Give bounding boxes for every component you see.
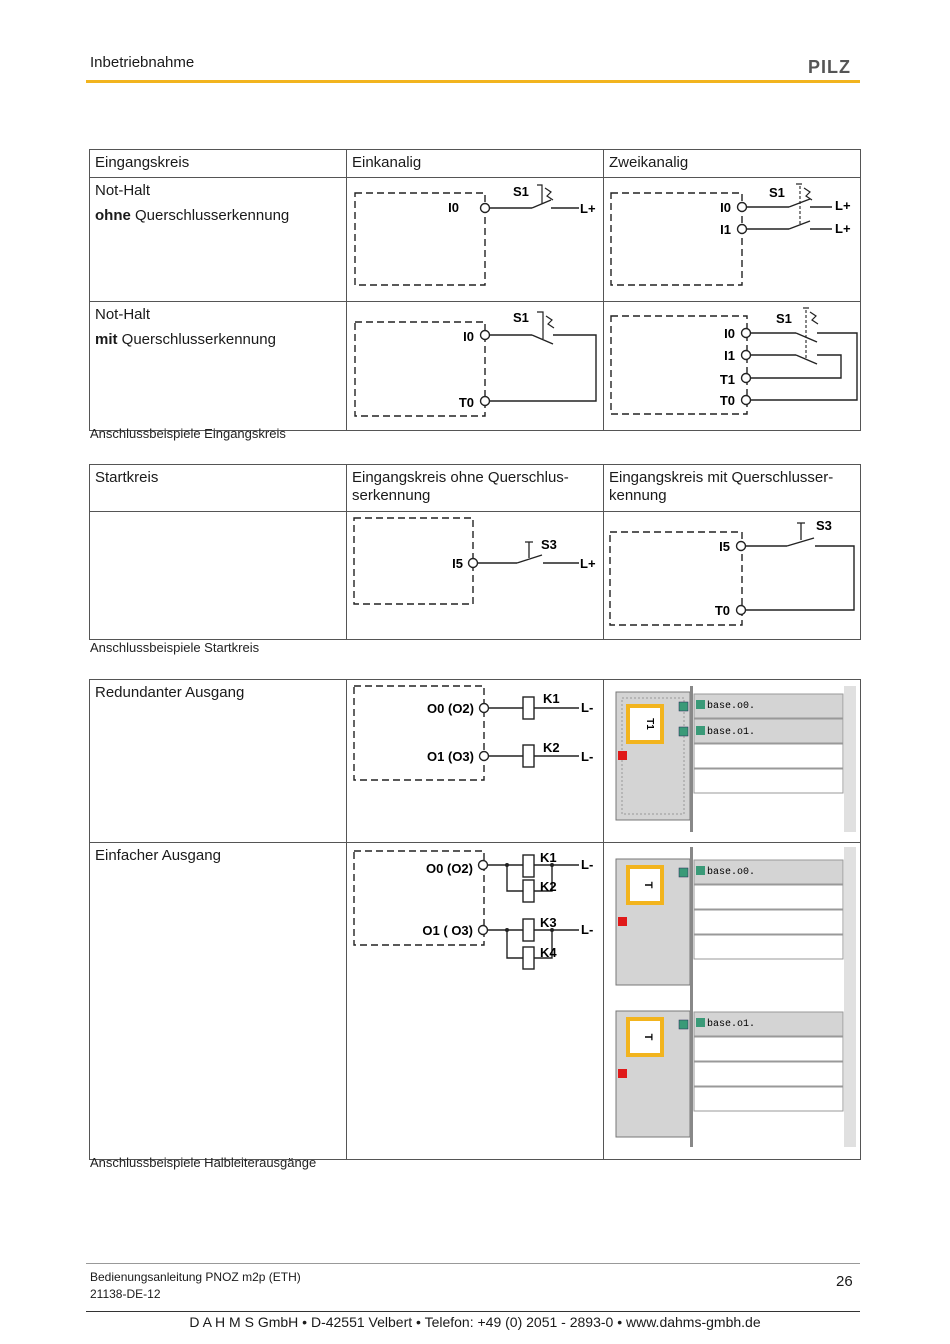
row-ohne-bold: ohne <box>95 207 131 224</box>
diagram-einkanalig-mit <box>347 302 604 431</box>
caption-eingangskreis: Anschlussbeispiele Eingangskreis <box>90 426 286 441</box>
caption-startkreis: Anschlussbeispiele Startkreis <box>90 640 260 655</box>
circuit-start-ohne <box>347 512 603 634</box>
label-s1: S1 <box>513 310 529 325</box>
label-k4: K4 <box>540 945 557 960</box>
circuit-einfach <box>347 843 603 1154</box>
label-base-o0: base.o0. <box>707 867 756 878</box>
row-nothalt-mit-line1: Not-Halt <box>95 306 151 323</box>
header-title: Inbetriebnahme <box>90 54 195 71</box>
label-lminus-1: L- <box>581 700 594 715</box>
label-i5: I5 <box>452 556 463 571</box>
label-base-o0: base.o0. <box>707 701 756 712</box>
diagram-redundant <box>347 680 604 843</box>
diagram-zweikanalig-ohne <box>604 178 861 302</box>
diagram-zweikanalig-mit <box>604 302 861 431</box>
th-zweikanalig: Zweikanalig <box>604 150 861 178</box>
config-redundant <box>604 680 861 843</box>
circuit-redundant <box>347 680 603 837</box>
block-t-label-1: T <box>642 881 654 889</box>
circuit-start-mit <box>604 512 860 634</box>
label-i0: I0 <box>463 329 474 344</box>
label-lminus-2: L- <box>581 749 594 764</box>
diagram-einfach <box>347 843 604 1160</box>
cell-startkreis-empty <box>90 512 347 640</box>
label-o0: O0 (O2) <box>427 701 474 716</box>
software-view-redundant <box>604 680 860 837</box>
circuit-einkanalig-ohne <box>347 178 603 296</box>
table-startkreis <box>89 464 861 640</box>
label-k1: K1 <box>543 691 560 706</box>
diagram-einkanalig-ohne <box>347 178 604 302</box>
pilz-logo: PILZ <box>808 57 851 77</box>
dahms-footer: D A H M S GmbH • D-42551 Velbert • Telefon: +49 (0) 2051 - 2893-0 • www.dahms-gmbh.de <box>189 1314 761 1330</box>
software-view-einfach <box>604 843 860 1154</box>
label-t1: T1 <box>719 372 735 387</box>
label-k1: K1 <box>540 850 557 865</box>
label-t0: T0 <box>714 603 730 618</box>
row-nothalt-ohne <box>90 178 347 302</box>
th-startkreis-mit: Eingangskreis mit Querschlusser-kennung <box>604 465 861 512</box>
label-i1: I1 <box>724 348 735 363</box>
label-s3: S3 <box>541 537 557 552</box>
footer-doc-id: 21138-DE-12 <box>90 1287 161 1301</box>
label-k2: K2 <box>540 879 557 894</box>
label-i0: I0 <box>720 200 731 215</box>
row-nothalt-mit <box>90 302 347 431</box>
label-o0: O0 (O2) <box>426 861 473 876</box>
row-nothalt-ohne-line1: Not-Halt <box>95 182 151 199</box>
footer-rule <box>86 1263 860 1264</box>
label-lplus-1: L+ <box>835 198 851 213</box>
label-t0: T0 <box>458 395 474 410</box>
label-o1b: O1 ( O3) <box>422 923 473 938</box>
circuit-zweikanalig-ohne <box>604 178 860 296</box>
config-einfach <box>604 843 861 1160</box>
label-k2: K2 <box>543 740 560 755</box>
row-ohne-rest: Querschlusserkennung <box>130 207 290 224</box>
block-t1-label: T1 <box>644 718 655 730</box>
label-k3: K3 <box>540 915 557 930</box>
row-mit-rest: Querschlusserkennung <box>117 331 276 348</box>
label-i0: I0 <box>448 200 459 215</box>
row-redundanter-ausgang: Redundanter Ausgang <box>90 680 347 843</box>
table-eingangskreis <box>89 149 861 431</box>
circuit-zweikanalig-mit <box>604 302 860 425</box>
label-s3: S3 <box>816 518 832 533</box>
label-lminus-2: L- <box>581 922 594 937</box>
label-s1: S1 <box>513 184 529 199</box>
diagram-start-mit <box>604 512 861 640</box>
table-halbleiterausgaenge <box>89 679 861 1160</box>
th-startkreis: Startkreis <box>90 465 347 512</box>
label-s1: S1 <box>776 311 792 326</box>
caption-halbleiter: Anschlussbeispiele Halbleiterausgänge <box>90 1155 317 1170</box>
diagram-start-ohne <box>347 512 604 640</box>
label-lplus-2: L+ <box>835 221 851 236</box>
footer-rule-bottom <box>86 1311 860 1312</box>
header-rule <box>86 80 860 83</box>
label-lplus: L+ <box>580 201 596 216</box>
label-i0: I0 <box>724 326 735 341</box>
label-t0: T0 <box>719 393 735 408</box>
th-startkreis-ohne: Eingangskreis ohne Querschlus-serkennung <box>347 465 604 512</box>
label-o1: O1 (O3) <box>427 749 474 764</box>
label-lplus: L+ <box>580 556 596 571</box>
label-base-o1: base.o1. <box>707 727 756 738</box>
block-t-label-2: T <box>642 1033 654 1041</box>
row-einfacher-ausgang: Einfacher Ausgang <box>90 843 347 1160</box>
circuit-einkanalig-mit <box>347 302 603 425</box>
th-eingangskreis: Eingangskreis <box>90 150 347 178</box>
page-number: 26 <box>836 1273 853 1290</box>
label-i5: I5 <box>719 539 730 554</box>
th-einkanalig: Einkanalig <box>347 150 604 178</box>
row-mit-bold: mit <box>95 331 118 348</box>
label-base-o1: base.o1. <box>707 1019 756 1030</box>
footer-manual: Bedienungsanleitung PNOZ m2p (ETH) <box>90 1270 301 1284</box>
label-s1: S1 <box>769 185 785 200</box>
label-i1: I1 <box>720 222 731 237</box>
label-lminus-1: L- <box>581 857 594 872</box>
